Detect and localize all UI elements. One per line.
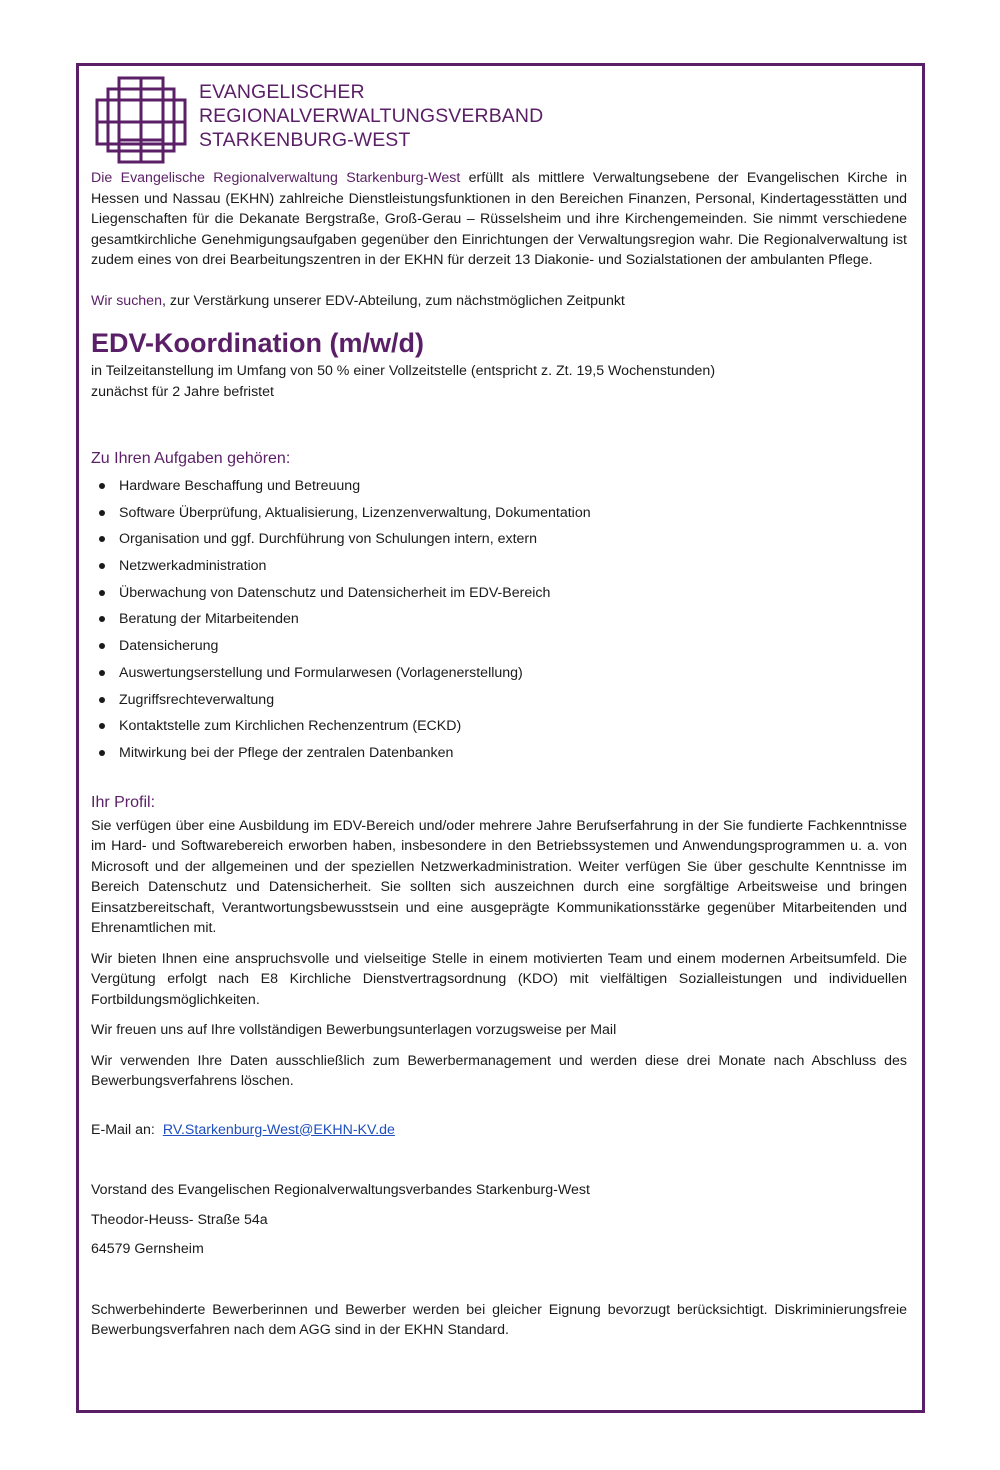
job-title: EDV-Koordination (m/w/d) bbox=[91, 328, 424, 358]
logo-line-2: REGIONALVERWALTUNGSVERBAND bbox=[199, 105, 544, 127]
search-lead: Wir suchen bbox=[91, 292, 162, 309]
list-item bbox=[91, 529, 907, 556]
job-line-2: zunächst für 2 Jahre befristet bbox=[91, 383, 274, 400]
task-text: Mitwirkung bei der Pflege der zentralen Datenbanken bbox=[119, 744, 454, 761]
list-item bbox=[91, 663, 907, 690]
list-item bbox=[91, 743, 907, 770]
intro-text: erfüllt als mittlere Verwaltungsebene der Evangelischen Kirche in Hessen und Nassau (EKHN) zahlreiche Dienstleistungsfunktionen in den Bereichen Finanzen, Personal, Kindertagesstätten und Liegenschaften für die Dekanate Bergstraße, Groß-Gerau – Rüsselsheim und ihre Kirchengemeinden. Sie nimmt verschiedene gesamtkirchliche Genehmigungsaufgaben gegenüber den Einrichtungen der Verwaltungsregion wahr. Die Regionalverwaltung ist zudem eines von drei Bearbeitungszentren in der EKHN für derzeit 13 Diakonie- und Sozialstationen der ambulanten Pflege. bbox=[91, 170, 907, 268]
address-line-3: 64579 Gernsheim bbox=[91, 1241, 204, 1258]
bullet-icon bbox=[99, 750, 105, 756]
bullet-icon bbox=[99, 643, 105, 649]
bullet-icon bbox=[99, 616, 105, 622]
search-text: , zur Verstärkung unserer EDV-Abteilung, zum nächstmöglichen Zeitpunkt bbox=[161, 292, 625, 309]
list-item bbox=[91, 716, 907, 743]
task-text: Kontaktstelle zum Kirchlichen Rechenzentrum (ECKD) bbox=[119, 718, 462, 735]
email-row bbox=[91, 1120, 907, 1141]
task-text: Auswertungserstellung und Formularwesen (Vorlagenerstellung) bbox=[119, 664, 523, 681]
cross-logo-icon bbox=[95, 76, 187, 164]
bullet-icon bbox=[99, 670, 105, 676]
privacy-paragraph: Wir verwenden Ihre Daten ausschließlich zum Bewerbermanagement und werden diese drei Monate nach Abschluss des Bewerbungsverfahrens löschen. bbox=[91, 1052, 907, 1090]
bullet-icon bbox=[99, 723, 105, 729]
bullet-icon bbox=[99, 510, 105, 516]
task-text: Hardware Beschaffung und Betreuung bbox=[119, 478, 361, 494]
application-paragraph: Wir freuen uns auf Ihre vollständigen Bewerbungsunterlagen vorzugsweise per Mail bbox=[91, 1022, 617, 1039]
profile-paragraph: Sie verfügen über eine Ausbildung im EDV-Bereich und/oder mehrere Jahre Berufserfahrung in der Sie fundierte Fachkenntnisse im Hard- und Softwarebereich erworben haben, insbesondere in den Betriebssystemen und Anwendungsprogrammen u. a. von Microsoft und der allgemeinen und der speziellen Netzwerkadministration. Weiter verfügen Sie über geschulte Kenntnisse im Bereich Datenschutz und Datensicherheit. Sie sollten sich auszeichnen durch eine sorgfältige Arbeitsweise und bringen Einsatzbereitschaft, Verantwortungsbewusstsein und eine ausgeprägte Kommunikationsstärke gegenüber Mitarbeitenden und Ehrenamtlichen mit. bbox=[91, 817, 907, 937]
org-name: Die Evangelische Regionalverwaltung Starkenburg-West bbox=[91, 170, 461, 186]
task-text: Datensicherung bbox=[119, 638, 219, 655]
address-block bbox=[91, 1180, 907, 1260]
task-text: Netzwerkadministration bbox=[119, 558, 267, 575]
bullet-icon bbox=[99, 483, 105, 489]
logo-line-3: STARKENBURG-WEST bbox=[199, 129, 411, 151]
search-line bbox=[91, 291, 907, 312]
task-text: Zugriffsrechteverwaltung bbox=[119, 691, 275, 708]
bullet-icon bbox=[99, 536, 105, 542]
list-item bbox=[91, 609, 907, 636]
address-line-1: Vorstand des Evangelischen Regionalverwaltungsverbandes Starkenburg-West bbox=[91, 1182, 590, 1199]
task-text: Überwachung von Datenschutz und Datensicherheit im EDV-Bereich bbox=[119, 584, 551, 601]
footer-notice: Schwerbehinderte Bewerberinnen und Bewerber werden bei gleicher Eignung bevorzugt berücksichtigt. Diskriminierungsfreie Bewerbungsverfahren nach dem AGG sind in der EKHN Standard. bbox=[91, 1301, 907, 1339]
list-item bbox=[91, 636, 907, 663]
job-line-1: in Teilzeitanstellung im Umfang von 50 % einer Vollzeitstelle (entspricht z. Zt. 19,5 Wochenstunden) bbox=[91, 363, 716, 379]
email-link[interactable]: RV.Starkenburg-West@EKHN-KV.de bbox=[162, 1121, 395, 1138]
offer-paragraph: Wir bieten Ihnen eine anspruchsvolle und vielseitige Stelle in einem motivierten Team und einem modernen Arbeitsumfeld. Die Vergütung erfolgt nach E8 Kirchliche Dienstvertragsordnung (KDO) mit vielfältigen Sozialleistungen und individuellen Fortbildungsmöglichkeiten. bbox=[91, 950, 907, 1008]
list-item bbox=[91, 556, 907, 583]
document-body bbox=[91, 168, 907, 1341]
logo-text bbox=[199, 80, 543, 152]
email-label: E-Mail an: bbox=[91, 1121, 155, 1138]
task-text: Beratung der Mitarbeitenden bbox=[119, 611, 299, 628]
bullet-icon bbox=[99, 590, 105, 596]
list-item bbox=[91, 476, 907, 503]
profile-heading: Ihr Profil: bbox=[91, 793, 156, 811]
logo-line-1: EVANGELISCHER bbox=[199, 81, 365, 103]
logo bbox=[95, 76, 543, 166]
address-line-2: Theodor-Heuss- Straße 54a bbox=[91, 1211, 268, 1228]
task-text: Organisation und ggf. Durchführung von Schulungen intern, extern bbox=[119, 531, 538, 548]
list-item bbox=[91, 503, 907, 530]
task-list bbox=[91, 476, 907, 770]
list-item bbox=[91, 690, 907, 717]
task-text: Software Überprüfung, Aktualisierung, Lizenzenverwaltung, Dokumentation bbox=[119, 504, 591, 521]
list-item bbox=[91, 583, 907, 610]
intro-paragraph bbox=[91, 168, 907, 271]
bullet-icon bbox=[99, 563, 105, 569]
bullet-icon bbox=[99, 697, 105, 703]
tasks-heading: Zu Ihren Aufgaben gehören: bbox=[91, 450, 291, 467]
